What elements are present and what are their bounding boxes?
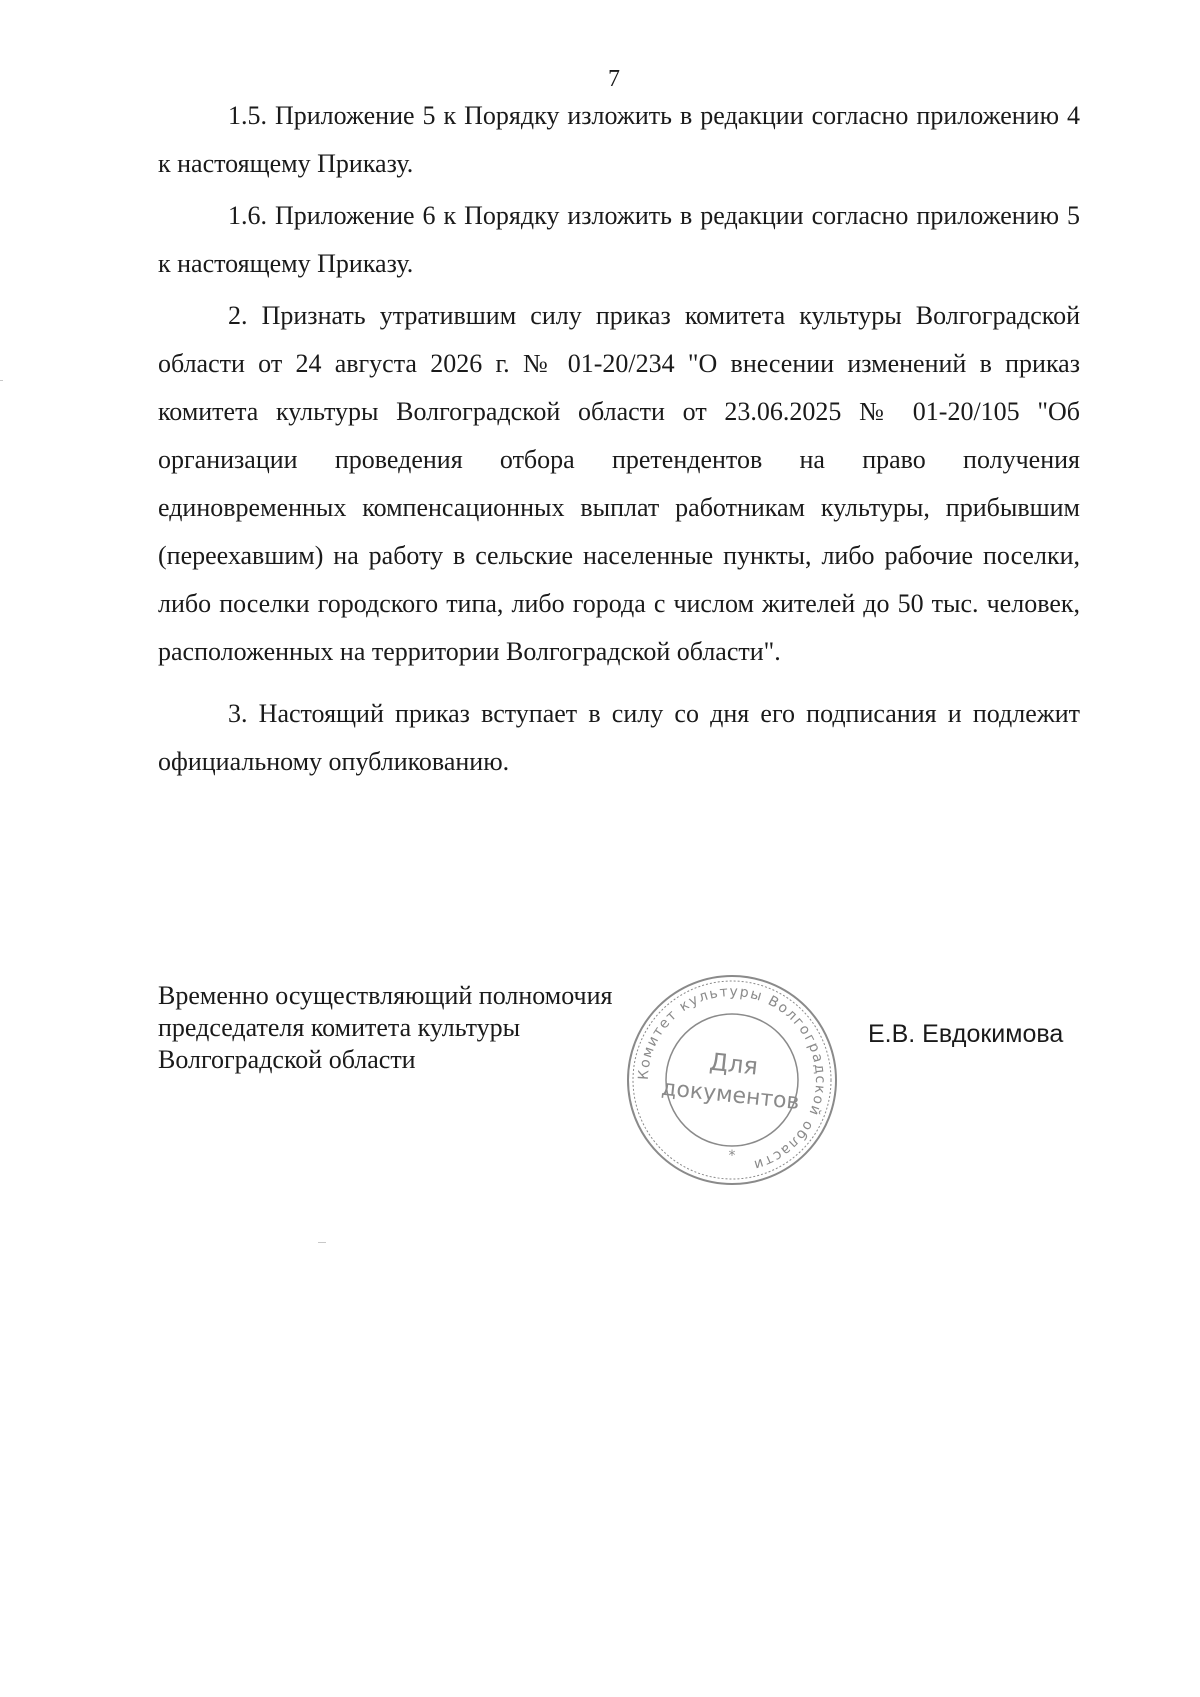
signer-title-line: Временно осуществляющий полномочия	[158, 981, 613, 1010]
stamp-center-line-1: Для	[708, 1047, 760, 1081]
paragraph-1-6: 1.6. Приложение 6 к Порядку изложить в редакции согласно приложению 5 к настоящему Приказу.	[158, 201, 1080, 278]
signer-name: Е.В. Евдокимова	[868, 1020, 1064, 1048]
signer-title-line: председателя комитета культуры	[158, 1013, 521, 1042]
paragraph-1-5: 1.5. Приложение 5 к Порядку изложить в редакции согласно приложению 4 к настоящему Приказу.	[158, 101, 1080, 178]
stamp-star-icon: *	[728, 1148, 736, 1164]
page-number: 7	[608, 66, 620, 92]
official-stamp	[612, 960, 852, 1200]
signer-title-line: Волгоградской области	[158, 1045, 416, 1074]
paragraph-2: 2. Признать утратившим силу приказ комитета культуры Волгоградской области от 24 августа 2026 г. № 01-20/234 "О внесении изменений в приказ комитета культуры Волгоградской области от 23.06.2025 № 01-20/105 "Об организации проведения отбора претендентов на право получения единовременных компенсационных выплат работникам культуры, прибывшим (переехавшим) на работу в сельские населенные пункты, либо рабочие поселки, либо поселки городского типа, либо города с числом жителей до 50 тыс. человек, расположенных на территории Волгоградской области".	[158, 301, 1080, 666]
scan-artifact	[0, 380, 3, 381]
paragraph-3: 3. Настоящий приказ вступает в силу со дня его подписания и подлежит официальному опубликованию.	[158, 699, 1080, 776]
stamp-center-line-2: документов	[660, 1075, 801, 1116]
document-body	[158, 92, 1080, 790]
signer-title	[158, 980, 678, 1076]
scan-artifact	[318, 1242, 326, 1243]
stamp-ring-text: Комитет культуры Волгоградской области	[635, 983, 829, 1174]
